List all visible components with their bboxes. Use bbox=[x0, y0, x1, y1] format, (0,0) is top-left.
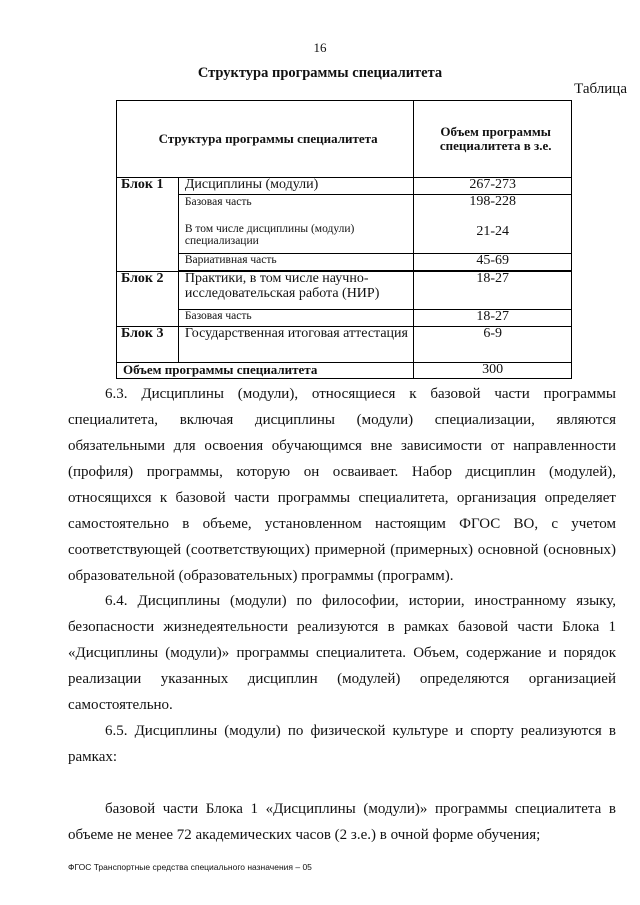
block3-label: Блок 3 bbox=[117, 327, 179, 363]
block1-base-value: 198-228 bbox=[469, 194, 516, 209]
block1-base-spec-values bbox=[414, 195, 572, 254]
paragraph-6-5: 6.5. Дисциплины (модули) по физической культуре и спорту реализуются в рамках: bbox=[68, 723, 616, 765]
program-structure-table bbox=[116, 100, 572, 379]
block1-var-value: 45-69 bbox=[414, 254, 572, 271]
block1-base: Базовая часть bbox=[184, 196, 252, 208]
block1-value: 267-273 bbox=[414, 178, 572, 195]
block2-base: Базовая часть bbox=[178, 310, 413, 327]
footer: ФГОС Транспортные средства специального назначения – 05 bbox=[68, 862, 312, 872]
block2-value: 18-27 bbox=[414, 272, 572, 310]
block2-base-value: 18-27 bbox=[414, 310, 572, 327]
block1-var: Вариативная часть bbox=[178, 254, 413, 271]
header-volume: Объем программы специалитета в з.е. bbox=[414, 101, 572, 178]
paragraph-6-4: 6.4. Дисциплины (модули) по философии, истории, иностранному языку, безопасности жизнедеятельности реализуются в рамках базовой части Блока 1 «Дисциплины (модули)» программы специалитета. Объем, содержание и порядок реализации указанных дисциплин (модулей) определяются организацией самостоятельно. bbox=[68, 593, 616, 713]
block1-base-and-spec bbox=[178, 195, 413, 254]
block1-spec: В том числе дисциплины (модули) специализации bbox=[184, 223, 355, 248]
block3-value: 6-9 bbox=[414, 327, 572, 363]
paragraph-6-3: 6.3. Дисциплины (модули), относящиеся к базовой части программы специалитета, включая дисциплины (модули) специализации, являются обязательными для освоения обучающимся вне зависимости от направленности (профиля) программы, которую он осваивает. Набор дисциплин (модулей), относящихся к базовой части программы специалитета, организация определяет самостоятельно в объеме, установленном настоящим ФГОС ВО, с учетом соответствующей (соответствующих) примерной (примерных) основной (основных) образовательной (образовательных) программы (программ). bbox=[68, 386, 616, 584]
page-number: 16 bbox=[313, 40, 327, 55]
block1-spec-value: 21-24 bbox=[476, 223, 509, 239]
total-label: Объем программы специалитета bbox=[117, 363, 414, 379]
block2-label: Блок 2 bbox=[117, 272, 179, 327]
header-structure: Структура программы специалитета bbox=[117, 101, 414, 178]
total-value: 300 bbox=[414, 363, 572, 379]
block2-title: Практики, в том числе научно-исследовательская работа (НИР) bbox=[178, 272, 413, 310]
paragraph-6-5-item: базовой части Блока 1 «Дисциплины (модули)» программы специалитета в объеме не менее 72 академических часов (2 з.е.) в очной форме обучения; bbox=[68, 801, 616, 843]
table-label: Таблица bbox=[574, 81, 627, 97]
block3-title: Государственная итоговая аттестация bbox=[178, 327, 413, 363]
block1-label: Блок 1 bbox=[117, 178, 179, 272]
block1-title: Дисциплины (модули) bbox=[178, 178, 413, 195]
page-title: Структура программы специалитета bbox=[197, 65, 443, 81]
